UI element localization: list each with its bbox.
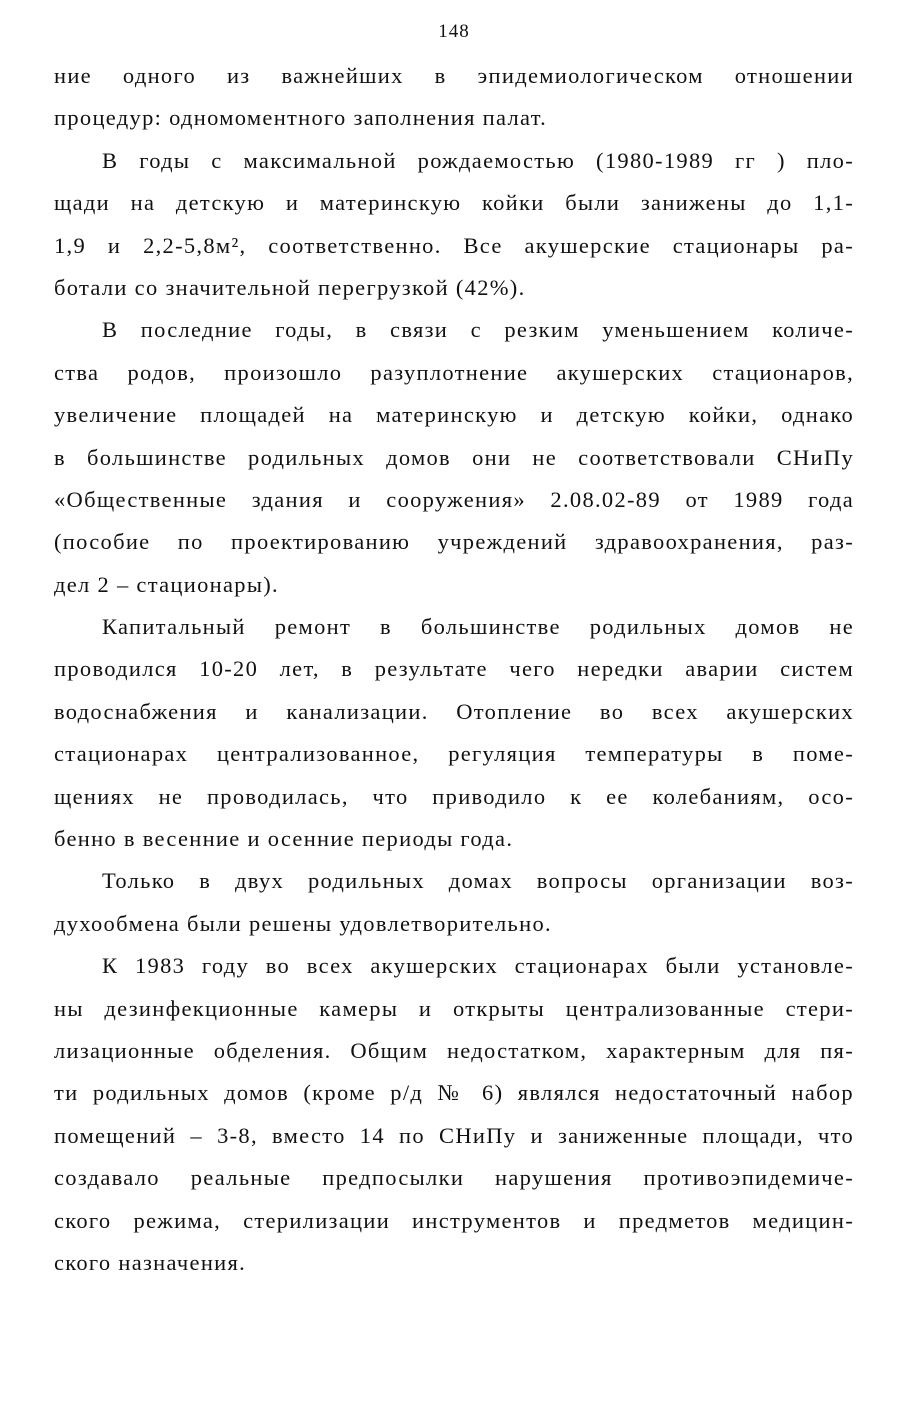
text-line: «Общественные здания и сооружения» 2.08.02-89 от 1989 года [54, 486, 854, 512]
text-line: ства родов, произошло разуплотнение акушерских стационаров, [54, 359, 854, 385]
text-line: К 1983 году во всех акушерских стационарах были установле- [102, 953, 854, 979]
text-line: (пособие по проектированию учреждений здравоохранения, раз- [54, 529, 854, 555]
text-line: Капитальный ремонт в большинстве родильных домов не [102, 614, 854, 640]
text-line: в большинстве родильных домов они не соответствовали СНиПу [54, 444, 854, 470]
text-line: бенно в весенние и осенние периоды года. [54, 826, 514, 852]
text-line: проводился 10-20 лет, в результате чего нередки аварии систем [54, 656, 854, 682]
text-line: ние одного из важнейших в эпидемиологическом отношении [54, 63, 854, 88]
text-line: водоснабжения и канализации. Отопление во всех акушерских [54, 698, 854, 724]
text-line: ботали со значительной перегрузкой (42%). [54, 274, 526, 300]
text-line: создавало реальные предпосылки нарушения противоэпидемиче- [54, 1165, 854, 1191]
text-line: ского режима, стерилизации инструментов и предметов медицин- [54, 1207, 854, 1233]
text-line: увеличение площадей на материнскую и детскую койки, однако [54, 402, 854, 428]
text-line: 1,9 и 2,2-5,8м², соответственно. Все акушерские стационары ра- [54, 232, 854, 258]
text-line: В годы с максимальной рождаемостью (1980-1989 гг ) пло- [102, 147, 854, 173]
body-text [54, 55, 854, 1284]
text-line: В последние годы, в связи с резким уменьшением количе- [102, 317, 854, 343]
page-number: 148 [438, 21, 470, 42]
text-line: Только в двух родильных домах вопросы организации воз- [102, 868, 854, 894]
text-line: стационарах централизованное, регуляция температуры в поме- [54, 741, 854, 767]
text-line: процедур: одномоментного заполнения палат. [54, 105, 548, 131]
text-line: помещений – 3-8, вместо 14 по СНиПу и заниженные площади, что [54, 1122, 854, 1148]
text-line: ского назначения. [54, 1249, 247, 1275]
text-line: духообмена были решены удовлетворительно. [54, 910, 552, 936]
text-line: щади на детскую и материнскую койки были занижены до 1,1- [54, 190, 854, 216]
text-line: ти родильных домов (кроме р/д № 6) являлся недостаточный набор [54, 1080, 854, 1106]
text-line: щениях не проводилась, что приводило к ее колебаниям, осо- [54, 783, 854, 809]
text-line: ны дезинфекционные камеры и открыты централизованные стери- [54, 995, 854, 1021]
text-line: лизационные обделения. Общим недостатком, характерным для пя- [54, 1037, 854, 1063]
text-line: дел 2 – стационары). [54, 571, 279, 597]
